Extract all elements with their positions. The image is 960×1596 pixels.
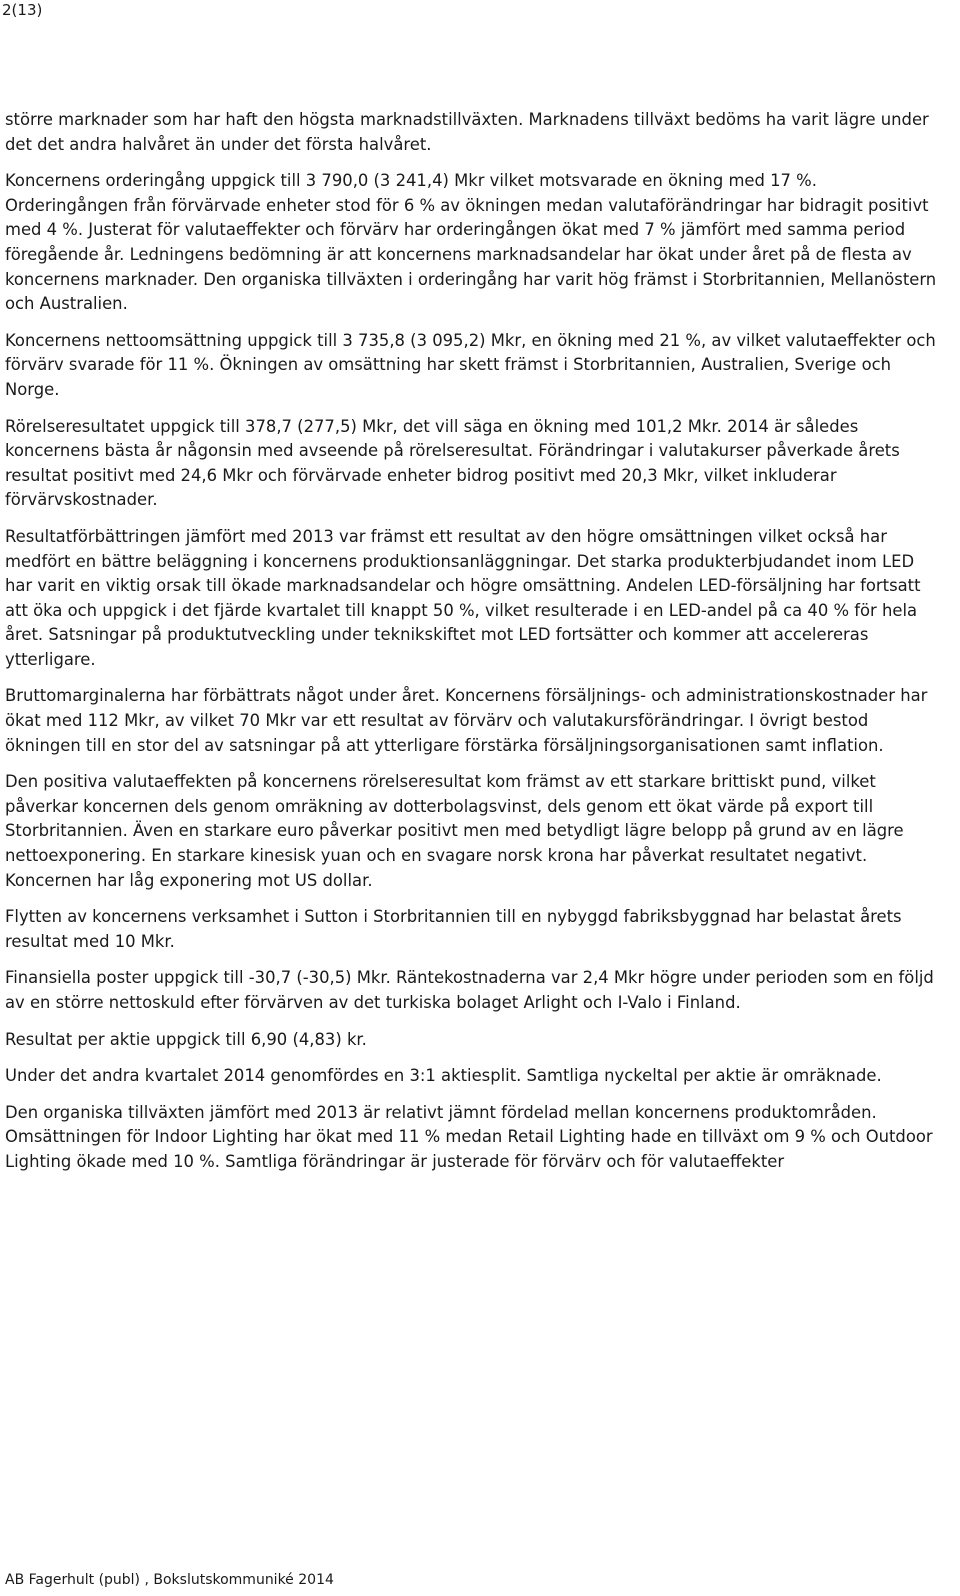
paragraph-market-growth: större marknader som har haft den högsta marknadstillväxten. Marknadens tillväxt bedöms ha varit lägre under det det andra halvåret än under det första halvåret.	[5, 110, 929, 154]
page-footer: AB Fagerhult (publ) , Bokslutskommuniké 2014	[5, 1572, 334, 1588]
paragraph-organic-growth: Den organiska tillväxten jämfört med 2013 är relativt jämnt fördelad mellan koncernens produktområden. Omsättningen för Indoor Lighting har ökat med 11 % medan Retail Lighting hade en tillväxt om 9 % och Outdoor Lighting ökade med 10 %. Samtliga förändringar är justerade för förvärv och för valutaeffekter	[5, 1102, 933, 1171]
paragraph-order-intake: Koncernens orderingång uppgick till 3 790,0 (3 241,4) Mkr vilket motsvarade en ökning med 17 %. Orderingången från förvärvade enheter stod för 6 % av ökningen medan valutaförändringar har bidragit positivt med 4 %. Justerat för valutaeffekter och förvärv har orderingången ökat med 7 % jämfört med samma period föregående år. Ledningens bedömning är att koncernens marknadsandelar har ökat under året på de flesta av koncernens marknader. Den organiska tillväxten i orderingång har varit hög främst i Storbritannien, Mellanöstern och Australien.	[5, 171, 937, 314]
paragraph-earnings-per-share: Resultat per aktie uppgick till 6,90 (4,83) kr.	[5, 1029, 367, 1049]
paragraph-financial-items: Finansiella poster uppgick till -30,7 (-30,5) Mkr. Räntekostnaderna var 2,4 Mkr högre under perioden som en följd av en större nettoskuld efter förvärven av det turkiska bolaget Arlight och I-Valo i Finland.	[5, 968, 934, 1012]
page-number: 2(13)	[2, 1, 43, 19]
paragraph-gross-margins: Bruttomarginalerna har förbättrats något under året. Koncernens försäljnings- och administrationskostnader har ökat med 112 Mkr, av vilket 70 Mkr var ett resultat av förvärv och valutakursförändringar. I övrigt bestod ökningen till en stor del av satsningar på att ytterligare förstärka försäljningsorganisationen samt inflation.	[5, 686, 928, 755]
paragraph-share-split: Under det andra kvartalet 2014 genomfördes en 3:1 aktiesplit. Samtliga nyckeltal per aktie är omräknade.	[5, 1066, 882, 1086]
paragraph-net-sales: Koncernens nettoomsättning uppgick till 3 735,8 (3 095,2) Mkr, en ökning med 21 %, av vilket valutaeffekter och förvärv svarade för 11 %. Ökningen av omsättning har skett främst i Storbritannien, Australien, Sverige och Norge.	[5, 330, 936, 399]
paragraph-currency-effect: Den positiva valutaeffekten på koncernens rörelseresultat kom främst av ett starkare brittiskt pund, vilket påverkar koncernen dels genom omräkning av dotterbolagsvinst, dels genom ett ökat värde på export till Storbritannien. Även en starkare euro påverkar positivt men med betydligt lägre belopp på grund av en lägre nettoexponering. En starkare kinesisk yuan och en svagare norsk krona har påverkat resultatet negativt. Koncernen har låg exponering mot US dollar.	[5, 772, 904, 890]
paragraph-sutton-move: Flytten av koncernens verksamhet i Sutton i Storbritannien till en nybyggd fabriksbyggnad har belastat årets resultat med 10 Mkr.	[5, 907, 902, 951]
paragraph-result-improvement: Resultatförbättringen jämfört med 2013 var främst ett resultat av den högre omsättningen vilket också har medfört en bättre beläggning i koncernens produktionsanläggningar. Det starka produkterbjudandet inom LED har varit en viktig orsak till ökade marknadsandelar och högre omsättning. Andelen LED-försäljning har fortsatt att öka och uppgick i det fjärde kvartalet till knappt 50 %, vilket resulterade i en LED-andel på ca 40 % för hela året. Satsningar på produktutveckling under teknikskiftet mot LED fortsätter och kommer att accelereras ytterligare.	[5, 526, 921, 669]
document-body	[5, 108, 940, 1187]
paragraph-operating-result: Rörelseresultatet uppgick till 378,7 (277,5) Mkr, det vill säga en ökning med 101,2 Mkr. 2014 är således koncernens bästa år någonsin med avseende på rörelseresultat. Förändringar i valutakurser påverkade årets resultat positivt med 24,6 Mkr och förvärvade enheter bidrog positivt med 20,3 Mkr, vilket inkluderar förvärvskostnader.	[5, 416, 900, 510]
